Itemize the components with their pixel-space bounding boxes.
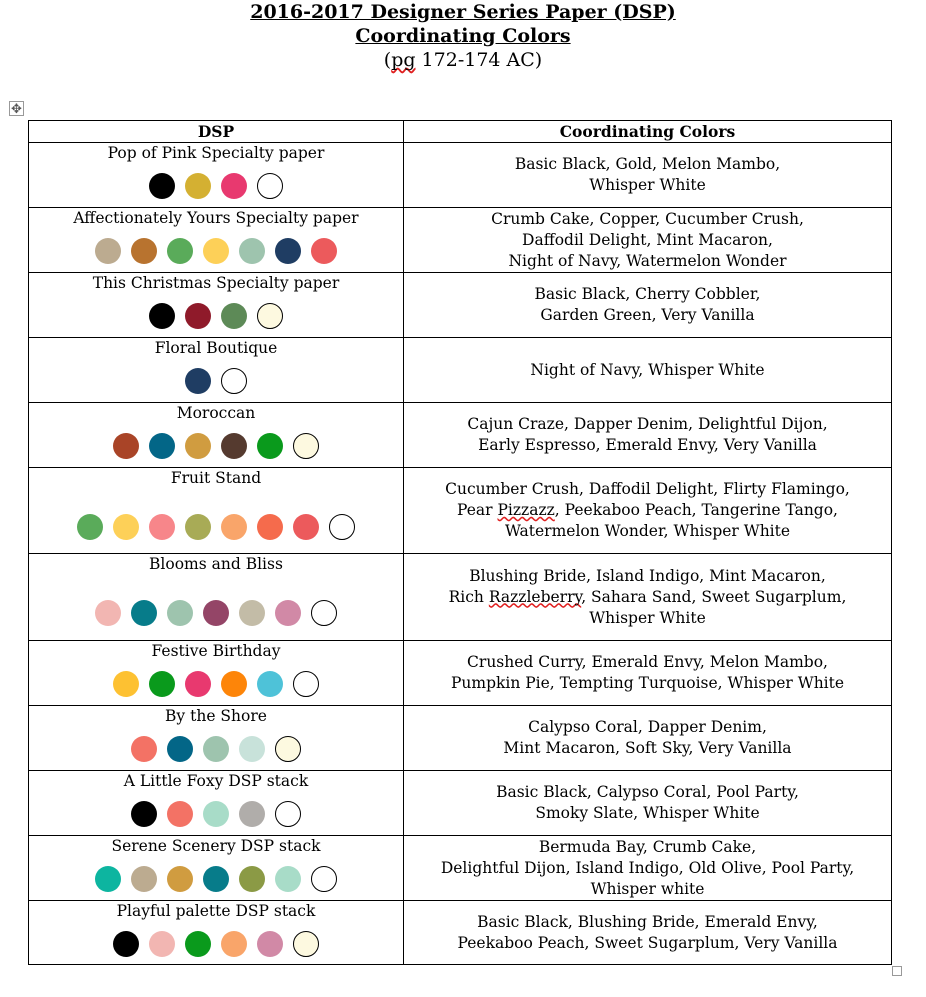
color-swatch: [185, 303, 211, 329]
table-row: [29, 901, 892, 965]
color-swatch: [311, 600, 337, 626]
dsp-name: Fruit Stand: [170, 469, 262, 487]
header-coordinating-colors: Coordinating Colors: [404, 121, 892, 143]
color-names-line: Cajun Craze, Dapper Denim, Delightful Dijon,: [467, 415, 828, 433]
dsp-name: By the Shore: [165, 707, 267, 725]
color-swatch: [329, 514, 355, 540]
dsp-name: Playful palette DSP stack: [116, 902, 316, 920]
color-swatch: [257, 433, 283, 459]
color-swatch: [167, 600, 193, 626]
color-names-line: Delightful Dijon, Island Indigo, Old Olive, Pool Party,: [440, 858, 855, 877]
color-swatch: [131, 736, 157, 762]
dsp-cell: [29, 554, 404, 641]
color-swatches: [33, 931, 399, 957]
color-swatch: [167, 238, 193, 264]
color-swatch: [203, 736, 229, 762]
page-ref-open: (: [383, 49, 392, 71]
color-swatches: [33, 368, 399, 394]
table-row: [29, 836, 892, 901]
coordinating-colors-cell: [404, 706, 892, 771]
dsp-cell: [29, 468, 404, 554]
color-swatch: [185, 671, 211, 697]
color-swatch: [239, 736, 265, 762]
color-swatch: [113, 671, 139, 697]
color-names-line: Pear Pizzazz, Peekaboo Peach, Tangerine Tango,: [457, 501, 838, 519]
color-swatch: [149, 303, 175, 329]
table-row: [29, 468, 892, 554]
table-row: [29, 403, 892, 468]
color-swatch: [221, 671, 247, 697]
color-swatch: [311, 866, 337, 892]
color-swatches: [33, 514, 399, 540]
color-swatch: [275, 801, 301, 827]
color-names-line: Blushing Bride, Island Indigo, Mint Macaron,: [469, 566, 826, 585]
color-swatch: [167, 736, 193, 762]
color-swatch: [113, 514, 139, 540]
coordinating-colors-cell: [404, 468, 892, 554]
dsp-cell: [29, 641, 404, 706]
color-swatch: [185, 514, 211, 540]
color-swatch: [131, 866, 157, 892]
color-swatch: [257, 931, 283, 957]
color-swatch: [239, 801, 265, 827]
color-swatches: [33, 173, 399, 199]
color-swatches: [33, 866, 399, 892]
color-swatch: [239, 866, 265, 892]
color-swatches: [33, 736, 399, 762]
table-row: [29, 143, 892, 208]
color-swatch: [149, 514, 175, 540]
table-row: [29, 706, 892, 771]
spellcheck-word: Pizzazz: [497, 501, 555, 519]
coordinating-colors-cell: [404, 641, 892, 706]
coordinating-colors-cell: [404, 338, 892, 403]
color-names-line: Calypso Coral, Dapper Denim,: [528, 718, 767, 736]
dsp-name: Blooms and Bliss: [149, 555, 283, 573]
color-swatch: [221, 931, 247, 957]
spellcheck-word: pg: [391, 49, 416, 71]
table-row: [29, 771, 892, 836]
color-swatch: [95, 866, 121, 892]
table-header-row: [29, 121, 892, 143]
color-swatch: [95, 238, 121, 264]
color-swatch: [221, 433, 247, 459]
color-names-line: Basic Black, Calypso Coral, Pool Party,: [496, 783, 799, 801]
color-names-line: Whisper White: [589, 176, 706, 194]
color-names-line: Bermuda Bay, Crumb Cake,: [538, 837, 757, 856]
page-ref-rest: 172-174 AC): [415, 49, 543, 71]
color-swatch: [167, 801, 193, 827]
document-title: 2016-2017 Designer Series Paper (DSP): [250, 1, 676, 23]
table-resize-handle-icon[interactable]: [892, 966, 902, 976]
coordinating-colors-cell: [404, 901, 892, 965]
coordinating-colors-cell: [404, 836, 892, 901]
color-names-line: Watermelon Wonder, Whisper White: [504, 522, 791, 540]
coordinating-colors-cell: [404, 143, 892, 208]
dsp-cell: [29, 273, 404, 338]
spellcheck-word: Razzleberry: [488, 587, 582, 606]
color-names-line: Night of Navy, Watermelon Wonder: [508, 251, 787, 270]
color-names-line: Crushed Curry, Emerald Envy, Melon Mambo,: [467, 653, 828, 671]
color-swatch: [221, 514, 247, 540]
color-swatch: [203, 600, 229, 626]
color-swatch: [257, 514, 283, 540]
dsp-colors-table: [28, 120, 892, 965]
color-swatches: [33, 600, 399, 626]
color-names-line: Basic Black, Cherry Cobbler,: [534, 285, 761, 303]
dsp-name: Serene Scenery DSP stack: [111, 837, 321, 855]
color-swatch: [185, 368, 211, 394]
table-row: [29, 208, 892, 273]
color-swatch: [131, 238, 157, 264]
dsp-cell: [29, 836, 404, 901]
color-swatch: [203, 238, 229, 264]
color-swatch: [257, 671, 283, 697]
dsp-cell: [29, 143, 404, 208]
color-swatch: [221, 368, 247, 394]
color-swatch: [203, 866, 229, 892]
color-swatch: [293, 671, 319, 697]
dsp-name: Festive Birthday: [151, 642, 281, 660]
color-swatch: [239, 600, 265, 626]
dsp-name: A Little Foxy DSP stack: [123, 772, 309, 790]
dsp-name: Affectionately Yours Specialty paper: [73, 209, 359, 227]
dsp-name: Pop of Pink Specialty paper: [107, 144, 325, 162]
color-swatch: [167, 866, 193, 892]
color-swatch: [257, 303, 283, 329]
dsp-name: Moroccan: [176, 404, 256, 422]
color-swatch: [95, 600, 121, 626]
color-swatch: [293, 931, 319, 957]
color-swatch: [77, 514, 103, 540]
color-swatch: [275, 600, 301, 626]
table-row: [29, 338, 892, 403]
color-swatch: [239, 238, 265, 264]
color-swatch: [221, 303, 247, 329]
color-names-line: Cucumber Crush, Daffodil Delight, Flirty Flamingo,: [445, 480, 850, 498]
dsp-cell: [29, 403, 404, 468]
color-names-line: Crumb Cake, Copper, Cucumber Crush,: [491, 209, 804, 228]
color-swatch: [293, 514, 319, 540]
color-swatches: [33, 801, 399, 827]
table-row: [29, 554, 892, 641]
page-reference: [0, 48, 926, 72]
color-swatch: [257, 173, 283, 199]
color-swatch: [203, 801, 229, 827]
coordinating-colors-cell: [404, 273, 892, 338]
color-swatch: [311, 238, 337, 264]
color-swatch: [221, 173, 247, 199]
table-row: [29, 641, 892, 706]
color-names-line: Basic Black, Gold, Melon Mambo,: [514, 155, 781, 173]
dsp-cell: [29, 901, 404, 965]
color-swatch: [113, 931, 139, 957]
color-names-line: Garden Green, Very Vanilla: [540, 306, 755, 324]
color-swatches: [33, 238, 399, 264]
coordinating-colors-cell: [404, 771, 892, 836]
color-swatch: [113, 433, 139, 459]
dsp-name: This Christmas Specialty paper: [92, 274, 340, 292]
color-swatch: [149, 433, 175, 459]
dsp-cell: [29, 771, 404, 836]
color-swatch: [185, 433, 211, 459]
color-swatch: [275, 866, 301, 892]
color-swatch: [131, 801, 157, 827]
color-names-line: Smoky Slate, Whisper White: [535, 804, 760, 822]
color-swatch: [149, 173, 175, 199]
color-swatch: [131, 600, 157, 626]
color-swatch: [149, 671, 175, 697]
coordinating-colors-cell: [404, 208, 892, 273]
table-move-handle-icon[interactable]: ✥: [9, 101, 24, 116]
color-names-line: Whisper White: [589, 608, 706, 627]
dsp-cell: [29, 338, 404, 403]
coordinating-colors-cell: [404, 403, 892, 468]
color-swatch: [149, 931, 175, 957]
color-names-line: Whisper white: [590, 879, 705, 898]
color-swatches: [33, 433, 399, 459]
color-names-line: Basic Black, Blushing Bride, Emerald Envy,: [477, 912, 818, 931]
dsp-cell: [29, 706, 404, 771]
coordinating-colors-cell: [404, 554, 892, 641]
color-swatch: [275, 736, 301, 762]
color-names-line: Daffodil Delight, Mint Macaron,: [522, 230, 773, 249]
color-swatch: [185, 173, 211, 199]
dsp-cell: [29, 208, 404, 273]
document-subtitle: Coordinating Colors: [355, 25, 571, 47]
color-names-line: Pumpkin Pie, Tempting Turquoise, Whisper White: [450, 674, 845, 692]
color-names-line: Early Espresso, Emerald Envy, Very Vanilla: [478, 436, 817, 454]
color-names-line: Peekaboo Peach, Sweet Sugarplum, Very Vanilla: [457, 933, 838, 952]
color-names-line: Rich Razzleberry, Sahara Sand, Sweet Sugarplum,: [448, 587, 847, 606]
color-names-line: Mint Macaron, Soft Sky, Very Vanilla: [503, 739, 792, 757]
color-swatch: [275, 238, 301, 264]
color-swatches: [33, 671, 399, 697]
color-names-line: Night of Navy, Whisper White: [530, 360, 765, 379]
dsp-name: Floral Boutique: [154, 339, 278, 357]
color-swatches: [33, 303, 399, 329]
header-dsp: DSP: [29, 121, 404, 143]
color-swatch: [293, 433, 319, 459]
table-row: [29, 273, 892, 338]
color-swatch: [185, 931, 211, 957]
